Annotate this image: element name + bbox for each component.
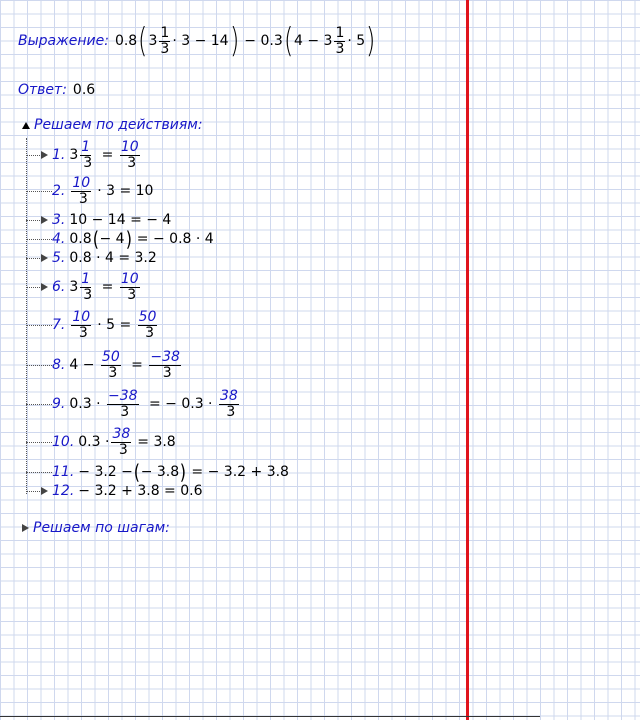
step-number: 11.	[52, 464, 75, 480]
step-12[interactable]	[26, 483, 203, 499]
step-number: 1.	[52, 147, 66, 163]
step-8[interactable]	[26, 350, 187, 380]
step-number: 3.	[52, 212, 66, 228]
step-formula: 3 $\frac{1}{3}$ = $\frac{10}{3}$	[69, 270, 139, 303]
step-formula: 0.8 ( − 4 ) = − 0.8 · 4	[69, 227, 214, 251]
step-formula: $\frac{10}{3}$ · 3 = 10	[72, 174, 154, 207]
section-by-actions-label: Решаем по действиям:	[34, 117, 203, 133]
answer-row	[18, 80, 95, 100]
section-by-steps-label: Решаем по шагам:	[33, 520, 170, 536]
step-5[interactable]	[26, 250, 157, 266]
step-10[interactable]	[26, 426, 176, 458]
expand-triangle-icon[interactable]	[41, 151, 48, 159]
expand-triangle-icon[interactable]	[22, 524, 29, 532]
step-formula: 4 − $\frac{50}{3}$ = $\frac{-38}{3}$	[69, 348, 180, 381]
step-3[interactable]	[26, 212, 171, 228]
expression-label: Выражение:	[18, 33, 109, 49]
step-11[interactable]	[26, 460, 289, 484]
step-formula: 0.3 · $\frac{-38}{3}$ = − 0.3 · $\frac{38}{3}$	[69, 387, 238, 420]
step-formula: 10 − 14 = − 4	[69, 212, 172, 228]
step-7[interactable]	[26, 310, 163, 340]
expression-formula: 0.8 ( 3 $\frac{1}{3}$ · 3 − 14 ) − 0.3 ( 4 − 3 $\frac{1}{3}$ · 5 )	[114, 21, 376, 61]
step-9[interactable]	[26, 388, 245, 420]
step-4[interactable]	[26, 227, 214, 251]
step-formula: 0.8 · 4 = 3.2	[69, 250, 157, 266]
step-number: 4.	[52, 231, 66, 247]
expand-triangle-icon[interactable]	[41, 254, 48, 262]
step-number: 10.	[52, 434, 75, 450]
step-number: 2.	[52, 183, 66, 199]
section-by-steps[interactable]	[22, 519, 170, 537]
step-1[interactable]	[26, 140, 146, 170]
step-number: 7.	[52, 317, 66, 333]
expand-triangle-icon[interactable]	[41, 216, 48, 224]
red-margin-line	[466, 0, 469, 720]
step-formula: 3 $\frac{1}{3}$ = $\frac{10}{3}$	[69, 138, 139, 171]
step-number: 8.	[52, 357, 66, 373]
step-number: 9.	[52, 396, 66, 412]
step-6[interactable]	[26, 272, 146, 302]
bottom-rule	[0, 716, 540, 717]
step-formula: − 3.2 − ( − 3.8 ) = − 3.2 + 3.8	[78, 460, 289, 484]
section-by-actions[interactable]	[22, 116, 203, 134]
step-number: 6.	[52, 279, 66, 295]
step-formula: $\frac{10}{3}$ · 5 = $\frac{50}{3}$	[72, 308, 157, 341]
answer-value: 0.6	[72, 82, 96, 98]
answer-label: Ответ:	[18, 82, 67, 98]
step-formula: 0.3 · $\frac{38}{3}$ = 3.8	[78, 425, 176, 458]
expand-triangle-icon[interactable]	[41, 283, 48, 291]
expand-triangle-icon[interactable]	[41, 487, 48, 495]
collapse-triangle-icon[interactable]	[22, 122, 30, 129]
step-number: 5.	[52, 250, 66, 266]
step-2[interactable]	[26, 176, 153, 206]
expression-row	[18, 18, 376, 64]
step-formula: − 3.2 + 3.8 = 0.6	[78, 483, 203, 499]
step-number: 12.	[52, 483, 75, 499]
